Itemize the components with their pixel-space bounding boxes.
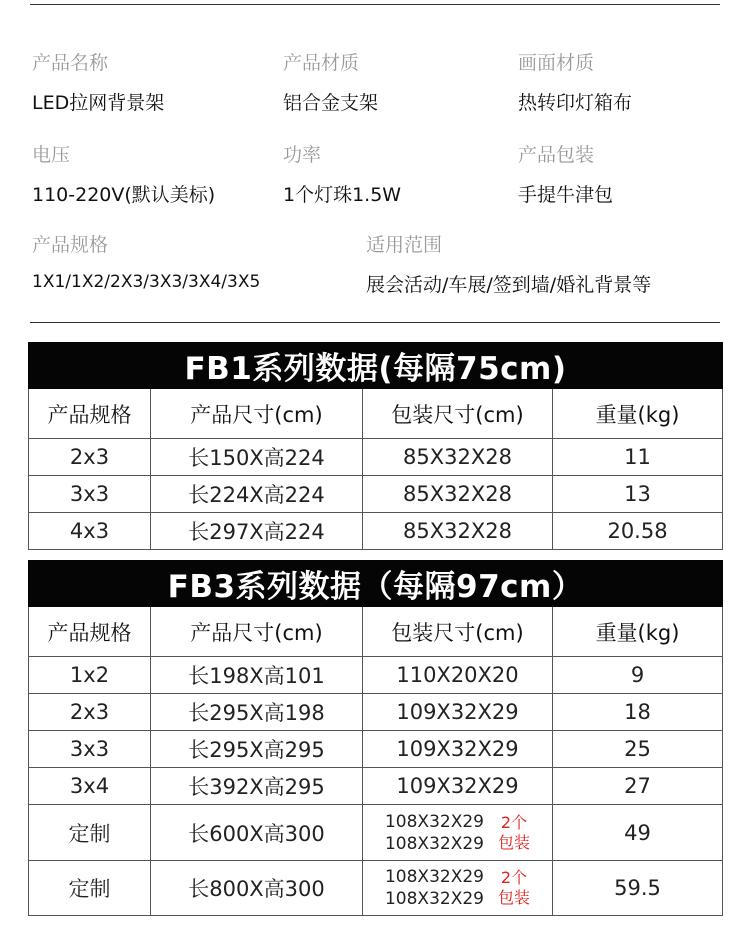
fb3-table: [28, 560, 723, 916]
table-row: [29, 768, 723, 805]
spec-label: 产品材质: [283, 52, 360, 74]
cell-spec: 2x3: [29, 439, 151, 476]
cell-pack: 109X32X29: [363, 768, 553, 805]
pack-line: 108X32X29: [384, 867, 484, 887]
pack-line: 108X32X29: [384, 833, 484, 854]
cell-size: 长198X高101: [151, 657, 363, 694]
cell-weight: 13: [553, 476, 723, 513]
spec-print-material: [518, 48, 632, 115]
cell-size: 长224X高224: [151, 476, 363, 513]
cell-weight: 11: [553, 439, 723, 476]
spec-label: 产品规格: [32, 234, 109, 256]
table-row: [29, 439, 723, 476]
cell-spec: 3x3: [29, 731, 151, 768]
spec-value: 1个灯珠1.5W: [283, 184, 402, 206]
col-header-spec: 产品规格: [29, 607, 151, 657]
spec-product-name: [32, 48, 164, 115]
spec-power: [283, 140, 401, 207]
fb1-table: [28, 342, 723, 550]
pack-split: [363, 866, 552, 910]
pack-count-note: [498, 868, 530, 908]
spec-value: LED拉网背景架: [32, 92, 165, 114]
spec-value: 热转印灯箱布: [518, 92, 633, 114]
col-header-weight: 重量(kg): [553, 389, 723, 439]
spec-sizes: [32, 230, 260, 292]
cell-spec: 1x2: [29, 657, 151, 694]
table-row-custom: [29, 861, 723, 916]
cell-spec: 2x3: [29, 694, 151, 731]
spec-label: 功率: [283, 144, 322, 166]
spec-label: 画面材质: [518, 52, 595, 74]
pack-note-line: 2个: [500, 868, 528, 887]
cell-pack: 85X32X28: [363, 439, 553, 476]
col-header-pack: 包装尺寸(cm): [363, 607, 553, 657]
cell-pack: 110X20X20: [363, 657, 553, 694]
cell-size: 长297X高224: [151, 513, 363, 550]
cell-size: 长600X高300: [151, 805, 363, 861]
pack-line: 108X32X29: [384, 811, 484, 832]
spec-label: 产品包装: [518, 144, 595, 166]
cell-pack: 85X32X28: [363, 513, 553, 550]
cell-weight: 25: [553, 731, 723, 768]
fb3-title: FB3系列数据（每隔97cm）: [29, 561, 723, 607]
pack-note-line: 2个: [500, 812, 528, 832]
col-header-size: 产品尺寸(cm): [151, 389, 363, 439]
cell-spec: 定制: [29, 861, 151, 916]
spec-voltage: [32, 140, 215, 207]
fb3-header-row: [29, 607, 723, 657]
spec-product-material: [283, 48, 378, 115]
table-row-custom: [29, 805, 723, 861]
pack-count-note: [498, 813, 530, 853]
fb1-header-row: [29, 389, 723, 439]
cell-weight: 9: [553, 657, 723, 694]
spec-value: 110-220V(默认美标): [32, 184, 216, 206]
cell-size: 长295X高295: [151, 731, 363, 768]
spec-label: 产品名称: [32, 52, 109, 74]
spec-label: 适用范围: [366, 234, 443, 256]
cell-weight: 49: [553, 805, 723, 861]
cell-pack: 109X32X29: [363, 731, 553, 768]
cell-spec: 3x4: [29, 768, 151, 805]
cell-pack: [363, 805, 553, 861]
col-header-spec: 产品规格: [29, 389, 151, 439]
pack-lines: [385, 811, 484, 855]
pack-lines: [385, 866, 484, 910]
cell-weight: 59.5: [553, 861, 723, 916]
cell-spec: 定制: [29, 805, 151, 861]
cell-spec: 3x3: [29, 476, 151, 513]
pack-note-line: 包装: [498, 888, 531, 907]
top-divider: [30, 4, 720, 5]
spec-value: 手提牛津包: [518, 184, 614, 206]
col-header-weight: 重量(kg): [553, 607, 723, 657]
fb1-title: FB1系列数据(每隔75cm): [29, 343, 723, 389]
cell-weight: 27: [553, 768, 723, 805]
spec-application: [366, 230, 651, 297]
cell-spec: 4x3: [29, 513, 151, 550]
cell-pack: 85X32X28: [363, 476, 553, 513]
table-row: [29, 513, 723, 550]
cell-size: 长295X高198: [151, 694, 363, 731]
cell-size: 长150X高224: [151, 439, 363, 476]
table-row: [29, 731, 723, 768]
pack-line: 108X32X29: [384, 889, 484, 909]
pack-note-line: 包装: [498, 832, 531, 852]
col-header-size: 产品尺寸(cm): [151, 607, 363, 657]
cell-weight: 20.58: [553, 513, 723, 550]
spec-value: 铝合金支架: [283, 92, 379, 114]
spec-label: 电压: [32, 144, 71, 166]
table-row: [29, 657, 723, 694]
pack-split: [363, 811, 552, 855]
cell-size: 长392X高295: [151, 768, 363, 805]
col-header-pack: 包装尺寸(cm): [363, 389, 553, 439]
table-row: [29, 476, 723, 513]
section-divider: [30, 322, 720, 323]
cell-pack: 109X32X29: [363, 694, 553, 731]
cell-weight: 18: [553, 694, 723, 731]
spec-packaging: [518, 140, 613, 207]
cell-pack: [363, 861, 553, 916]
table-row: [29, 694, 723, 731]
spec-value: 1X1/1X2/2X3/3X3/3X4/3X5: [32, 272, 261, 292]
spec-value: 展会活动/车展/签到墙/婚礼背景等: [366, 274, 652, 296]
cell-size: 长800X高300: [151, 861, 363, 916]
